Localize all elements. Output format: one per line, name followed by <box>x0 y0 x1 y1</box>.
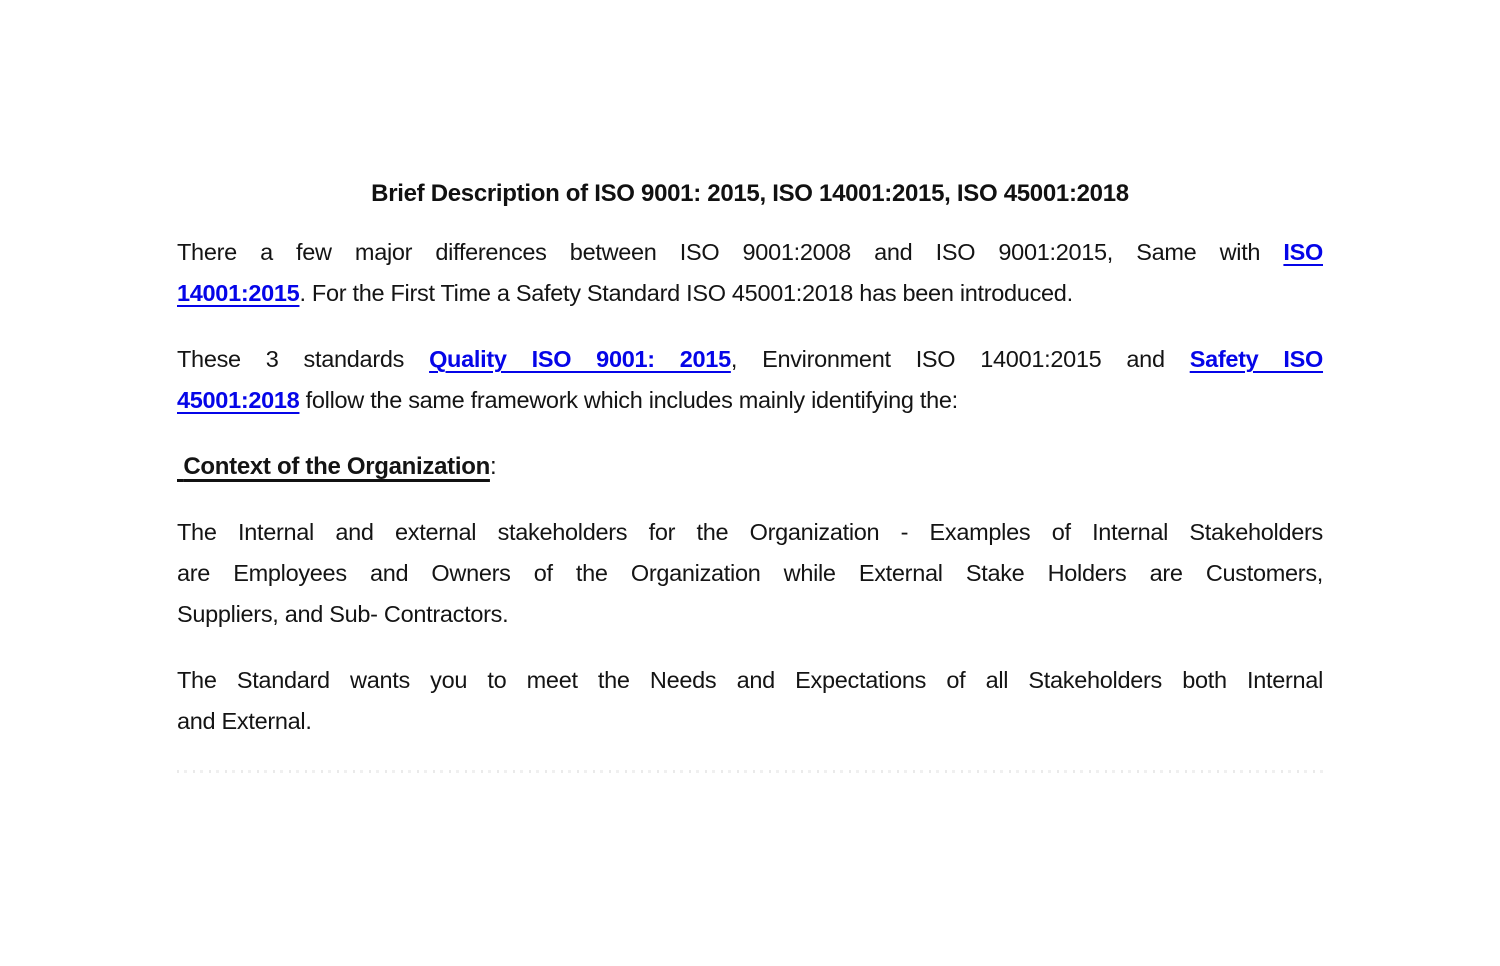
text-line <box>177 339 1323 380</box>
hyperlink[interactable]: 45001:2018 <box>177 387 300 413</box>
text-run: Suppliers, and Sub- Contractors. <box>177 601 509 627</box>
text-line <box>177 446 1323 487</box>
text-line <box>177 553 1323 594</box>
para-needs-expectations <box>177 660 1323 742</box>
text-line <box>177 660 1323 701</box>
text-line <box>177 380 1323 421</box>
text-run: The Internal and external stakeholders for the Organization - Examples of Internal Stakeholders <box>177 519 1323 545</box>
heading-context-of-the-organization <box>177 446 1323 487</box>
para-intro <box>177 232 1323 314</box>
text-line <box>177 512 1323 553</box>
hyperlink[interactable]: 14001:2015 <box>177 280 300 306</box>
text-run: follow the same framework which includes mainly identifying the: <box>299 387 958 413</box>
text-line <box>177 701 1323 742</box>
text-run: The Standard wants you to meet the Needs and Expectations of all Stakeholders both Internal <box>177 667 1323 693</box>
hyperlink[interactable]: ISO <box>1283 239 1323 265</box>
text-run: are Employees and Owners of the Organization while External Stake Holders are Customers, <box>177 560 1323 586</box>
document-page <box>0 181 1500 776</box>
hyperlink[interactable]: Quality ISO 9001: 2015 <box>429 346 731 372</box>
heading-text: Context of the Organization <box>177 453 490 480</box>
text-run: : <box>489 453 497 480</box>
para-stakeholders <box>177 512 1323 635</box>
text-run: There a few major differences between ISO 9001:2008 and ISO 9001:2015, Same with <box>177 239 1284 265</box>
text-run: and External. <box>177 708 312 734</box>
text-line <box>177 232 1323 273</box>
clipped-text-line <box>177 770 1323 776</box>
document-body <box>177 232 1323 742</box>
document-title: Brief Description of ISO 9001: 2015, ISO 14001:2015, ISO 45001:2018 <box>371 180 1129 207</box>
text-line <box>177 594 1323 635</box>
text-line <box>177 273 1323 314</box>
text-run: These 3 standards <box>177 346 430 372</box>
text-run: . For the First Time a Safety Standard ISO 45001:2018 has been introduced. <box>299 280 1073 306</box>
text-run: , Environment ISO 14001:2015 and <box>730 346 1190 372</box>
hyperlink[interactable]: Safety ISO <box>1189 346 1324 372</box>
para-three-standards <box>177 339 1323 421</box>
